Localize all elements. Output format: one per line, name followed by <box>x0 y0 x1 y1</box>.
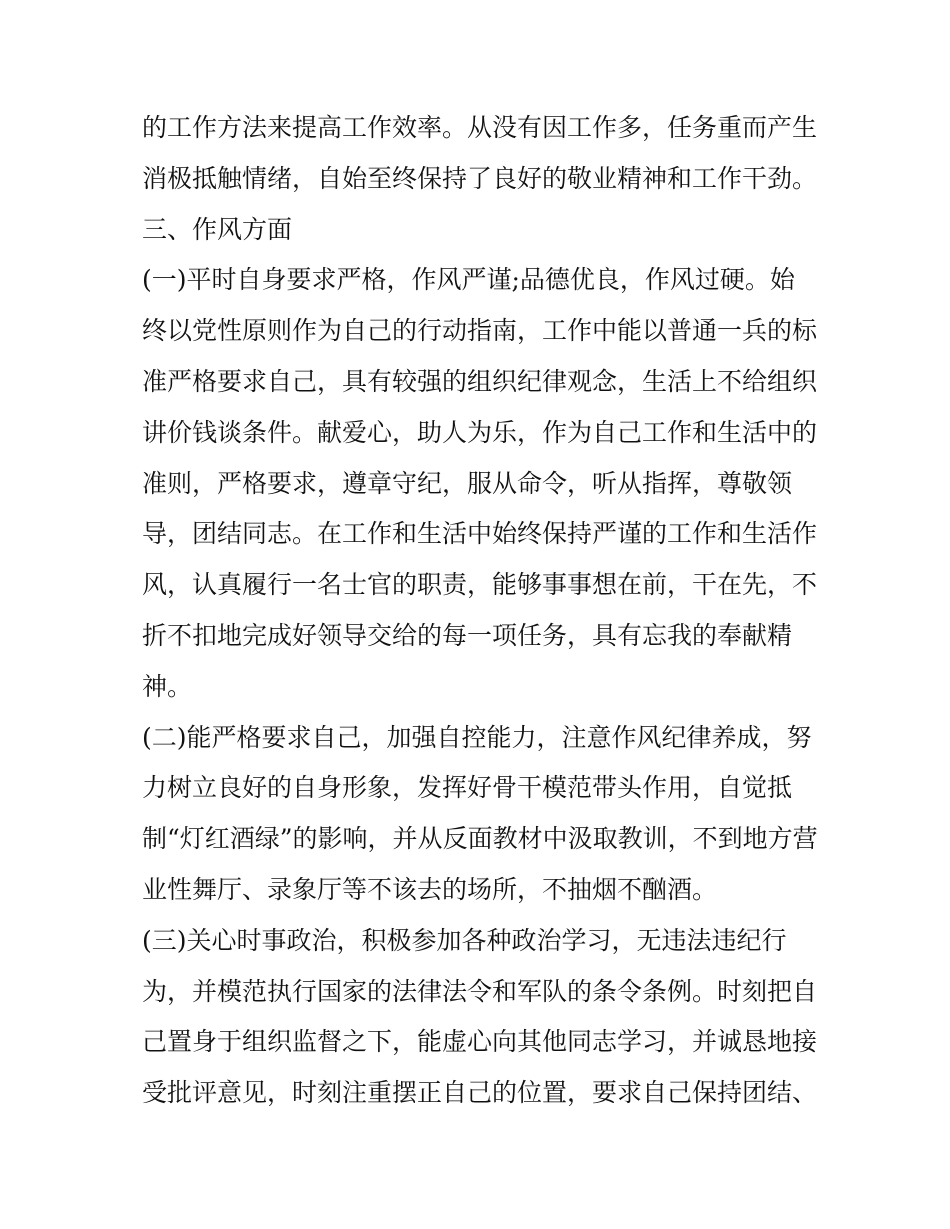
text-line: 终以党性原则作为自己的行动指南，工作中能以普通一兵的标 <box>142 316 818 346</box>
text-line: 业性舞厅、录象厅等不该去的场所，不抽烟不酗酒。 <box>142 874 718 904</box>
text-line: (三)关心时事政治，积极参加各种政治学习，无违法违纪行 <box>142 925 787 955</box>
text-line: 导，团结同志。在工作和生活中始终保持严谨的工作和生活作 <box>142 519 818 549</box>
text-line: 力树立良好的自身形象，发挥好骨干模范带头作用，自觉抵 <box>142 773 793 803</box>
text-line: 为，并模范执行国家的法律法令和军队的条令条例。时刻把自 <box>142 976 818 1006</box>
section-heading: 三、作风方面 <box>142 214 293 244</box>
text-line: 神。 <box>142 671 193 701</box>
text-line: 讲价钱谈条件。献爱心，助人为乐，作为自己工作和生活中的 <box>142 417 818 447</box>
text-line: 制“灯红酒绿”的影响，并从反面教材中汲取教训，不到地方营 <box>142 824 818 854</box>
text-line: 受批评意见，时刻注重摆正自己的位置，要求自己保持团结、 <box>142 1078 818 1108</box>
text-line: (一)平时自身要求严格，作风严谨;品德优良，作风过硬。始 <box>142 265 795 295</box>
text-line: 风，认真履行一名士官的职责，能够事事想在前，干在先，不 <box>142 570 818 600</box>
text-line: 折不扣地完成好领导交给的每一项任务，具有忘我的奉献精 <box>142 620 793 650</box>
text-line: (二)能严格要求自己，加强自控能力，注意作风纪律养成，努 <box>142 722 812 752</box>
document-body <box>142 103 822 1119</box>
text-line: 准严格要求自己，具有较强的组织纪律观念，生活上不给组织 <box>142 366 818 396</box>
text-line: 消极抵触情绪，自始至终保持了良好的敬业精神和工作干劲。 <box>142 163 818 193</box>
text-line: 己置身于组织监督之下，能虚心向其他同志学习，并诚恳地接 <box>142 1027 818 1057</box>
text-line: 的工作方法来提高工作效率。从没有因工作多，任务重而产生 <box>142 113 818 142</box>
text-line: 准则，严格要求，遵章守纪，服从命令，听从指挥，尊敬领 <box>142 468 793 498</box>
